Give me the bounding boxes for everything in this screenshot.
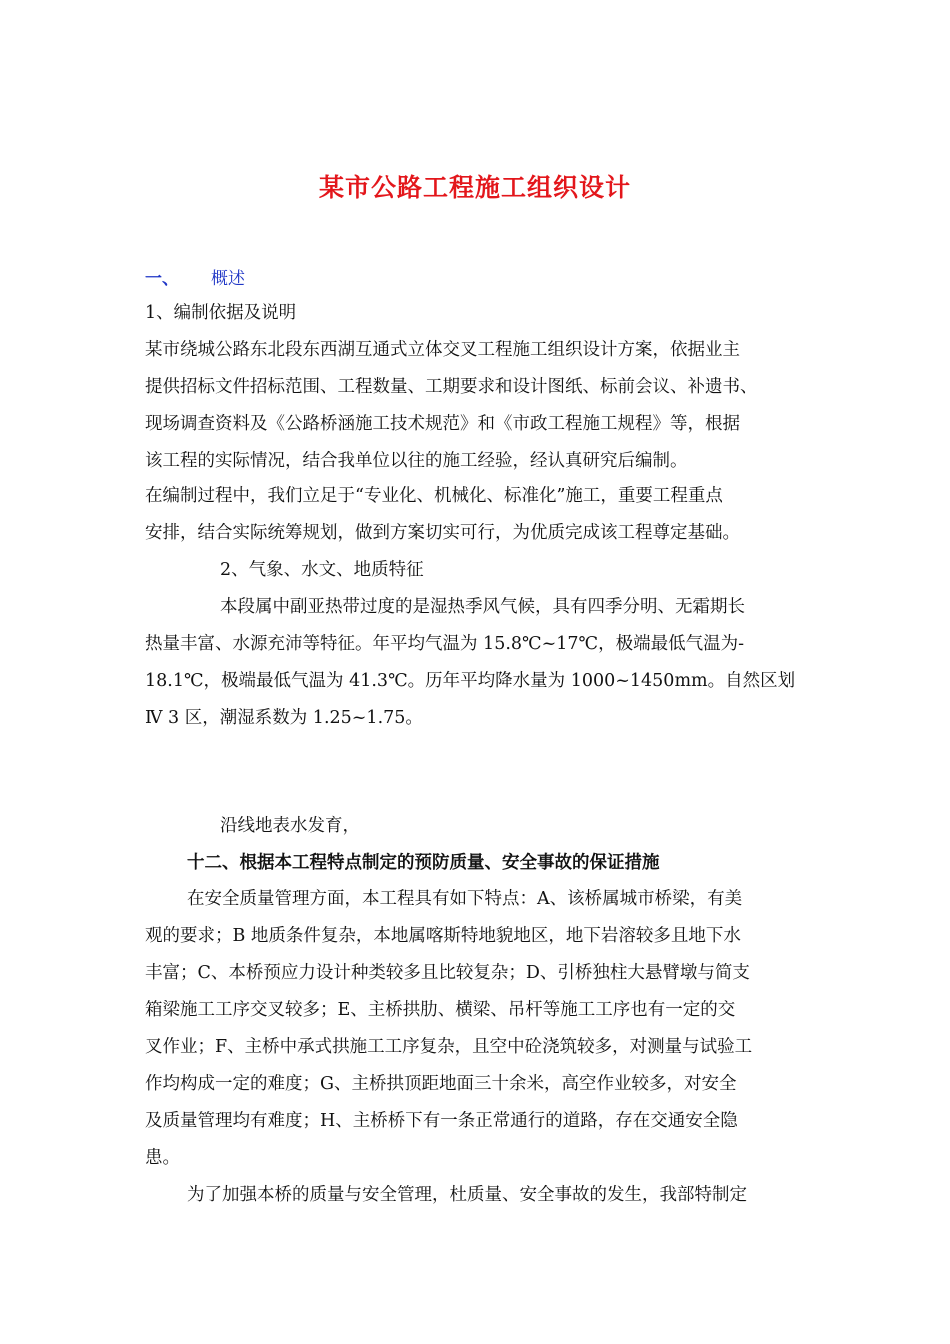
paragraph-line: 及质量管理均有难度；H、主桥桥下有一条正常通行的道路，存在交通安全隐	[145, 1111, 738, 1131]
paragraph-line: 为了加强本桥的质量与安全管理，杜质量、安全事故的发生，我部特制定	[187, 1185, 747, 1205]
section-heading-overview	[145, 264, 245, 289]
paragraph-line: 热量丰富、水源充沛等特征。年平均气温为 15.8℃~17℃，极端最低气温为-	[145, 634, 745, 654]
paragraph-line: 在安全质量管理方面，本工程具有如下特点：A、该桥属城市桥梁，有美	[187, 889, 743, 909]
section-heading-twelve: 十二、根据本工程特点制定的预防质量、安全事故的保证措施	[187, 853, 660, 873]
paragraph-line: 某市绕城公路东北段东西湖互通式立体交叉工程施工组织设计方案，依据业主	[145, 340, 740, 360]
paragraph-line: 本段属中副亚热带过度的是湿热季风气候，具有四季分明、无霜期长	[220, 597, 745, 617]
section-label: 概述	[211, 269, 245, 289]
subheading-climate: 2、气象、水文、地质特征	[220, 560, 424, 580]
paragraph-line: 患。	[145, 1148, 180, 1168]
paragraph-line: 作均构成一定的难度；G、主桥拱顶距地面三十余米，高空作业较多，对安全	[145, 1074, 737, 1094]
paragraph-line: 提供招标文件招标范围、工程数量、工期要求和设计图纸、标前会议、补遗书、	[145, 377, 758, 397]
paragraph-line: 该工程的实际情况，结合我单位以往的施工经验，经认真研究后编制。	[145, 451, 688, 471]
paragraph-line: 箱梁施工工序交叉较多；E、主桥拱肋、横梁、吊杆等施工工序也有一定的交	[145, 1000, 736, 1020]
paragraph-line: Ⅳ 3 区，潮湿系数为 1.25~1.75。	[145, 708, 423, 728]
paragraph-line: 在编制过程中，我们立足于“专业化、机械化、标准化”施工，重要工程重点	[145, 486, 723, 506]
paragraph-line: 叉作业；F、主桥中承式拱施工工序复杂，且空中砼浇筑较多，对测量与试验工	[145, 1037, 753, 1057]
paragraph-line: 丰富；C、本桥预应力设计种类较多且比较复杂；D、引桥独柱大悬臂墩与简支	[145, 963, 750, 983]
section-number: 一、	[145, 269, 179, 289]
paragraph-line: 观的要求；B 地质条件复杂，本地属喀斯特地貌地区，地下岩溶较多且地下水	[145, 926, 741, 946]
paragraph-line: 沿线地表水发育，	[220, 816, 360, 836]
paragraph-line: 18.1℃，极端最低气温为 41.3℃。历年平均降水量为 1000~1450mm。自然区划	[145, 671, 796, 691]
paragraph-line: 现场调查资料及《公路桥涵施工技术规范》和《市政工程施工规程》等，根据	[145, 414, 740, 434]
paragraph-line: 安排，结合实际统筹规划，做到方案切实可行，为优质完成该工程尊定基础。	[145, 523, 740, 543]
document-title: 某市公路工程施工组织设计	[318, 173, 631, 202]
subheading-basis: 1、编制依据及说明	[145, 303, 297, 323]
